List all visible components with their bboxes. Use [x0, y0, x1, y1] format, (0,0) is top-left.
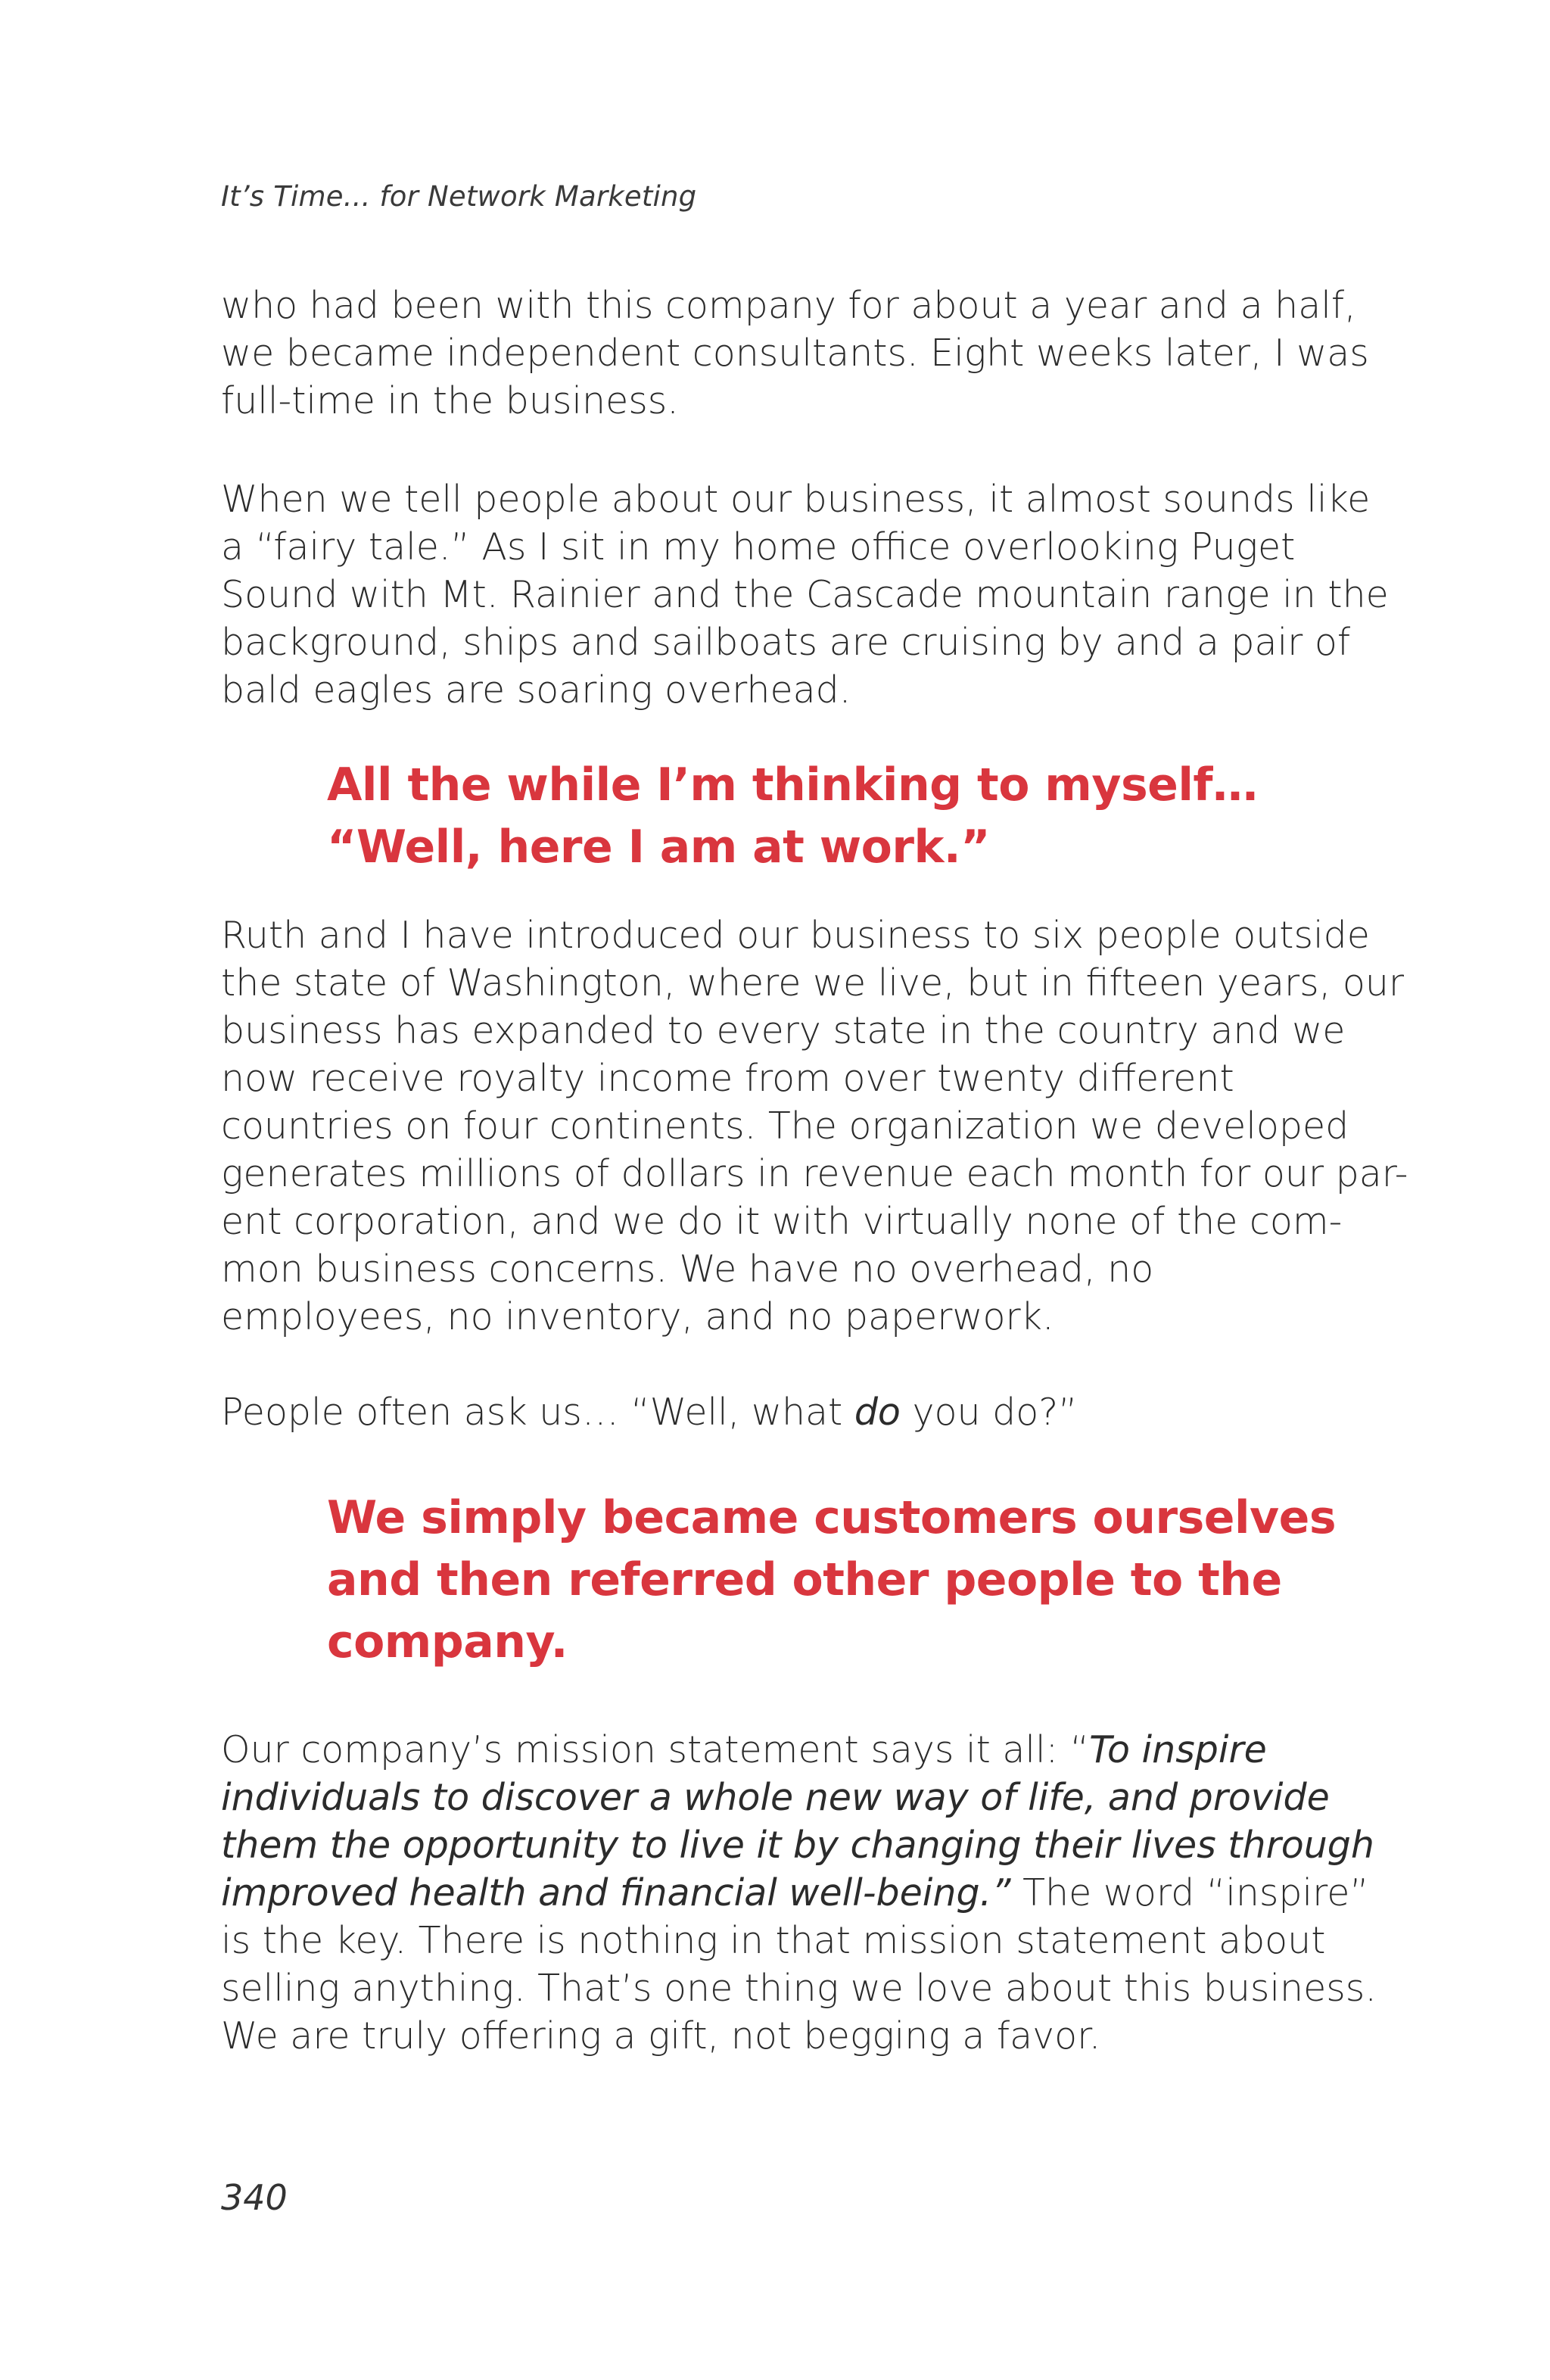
paragraph-line: selling anything. That’s one thing we love about this business. — [221, 1967, 1377, 2010]
paragraph-line — [221, 1869, 1369, 1917]
pull-quote-line: We simply became customers ourselves — [327, 1491, 1337, 1544]
paragraph-line — [221, 1774, 1341, 1821]
paragraph-line: is the key. There is nothing in that mission statement about — [221, 1919, 1326, 1962]
paragraph-line — [221, 1726, 1341, 1774]
pull-quote-line: All the while I’m thinking to myself… — [327, 759, 1258, 812]
mission-statement-text: them the opportunity to live it by changing their lives through — [221, 1824, 1374, 1867]
paragraph-line: the state of Washington, where we live, but in fifteen years, our — [221, 961, 1405, 1005]
paragraph-line: bald eagles are soaring overhead. — [221, 668, 851, 712]
paragraph-line: Ruth and I have introduced our business to six people outside — [221, 914, 1370, 957]
paragraph-line: countries on four continents. The organization we developed — [221, 1104, 1349, 1148]
paragraph-line: generates millions of dollars in revenue each month for our par- — [221, 1152, 1408, 1195]
paragraph-line — [221, 1821, 1374, 1869]
paragraph-line: business has expanded to every state in the country and we — [221, 1009, 1346, 1052]
paragraph-line: now receive royalty income from over twenty different — [221, 1057, 1234, 1100]
pull-quote-line: company. — [327, 1615, 568, 1668]
paragraph-line: employees, no inventory, and no paperwork. — [221, 1295, 1054, 1338]
pull-quote-1 — [327, 754, 1311, 878]
paragraph-text: you do?” — [900, 1391, 1078, 1434]
paragraph-4 — [221, 1388, 1341, 1436]
mission-statement-text: To inspire — [1089, 1728, 1267, 1771]
paragraph-line: mon business concerns. We have no overhead, no — [221, 1248, 1154, 1291]
pull-quote-line: “Well, here I am at work.” — [327, 821, 991, 874]
paragraph-text: The word “inspire” — [1010, 1871, 1369, 1914]
paragraph-line: a “fairy tale.” As I sit in my home office overlooking Puget — [221, 525, 1296, 569]
mission-statement-text: individuals to discover a whole new way of life, and provide — [221, 1776, 1330, 1819]
paragraph-line — [221, 1388, 1341, 1436]
paragraph-5 — [221, 1726, 1377, 2060]
paragraph-1 — [221, 282, 1369, 425]
running-head: It’s Time... for Network Marketing — [221, 180, 697, 213]
paragraph-line: we became independent consultants. Eight weeks later, I was — [221, 332, 1369, 375]
paragraph-line: background, ships and sailboats are cruising by and a pair of — [221, 621, 1351, 664]
paragraph-line: When we tell people about our business, it almost sounds like — [221, 478, 1371, 521]
pull-quote-line: and then referred other people to the — [327, 1553, 1282, 1606]
paragraph-text: People often ask us… “Well, what — [221, 1391, 854, 1434]
paragraph-3 — [221, 911, 1408, 1341]
paragraph-text: Our company’s mission statement says it all: “ — [221, 1728, 1090, 1771]
pull-quote-2 — [327, 1487, 1337, 1673]
mission-statement-text: improved health and financial well-being.” — [221, 1871, 1011, 1914]
paragraph-line: who had been with this company for about a year and a half, — [221, 284, 1356, 327]
page-number: 340 — [221, 2177, 288, 2218]
paragraph-line: Sound with Mt. Rainier and the Cascade mountain range in the — [221, 573, 1389, 616]
emphasis-text: do — [854, 1391, 901, 1434]
paragraph-2 — [221, 475, 1389, 714]
paragraph-line: We are truly offering a gift, not begging a favor. — [221, 2014, 1101, 2058]
paragraph-line: ent corporation, and we do it with virtually none of the com- — [221, 1200, 1343, 1243]
paragraph-line: full-time in the business. — [221, 379, 679, 422]
